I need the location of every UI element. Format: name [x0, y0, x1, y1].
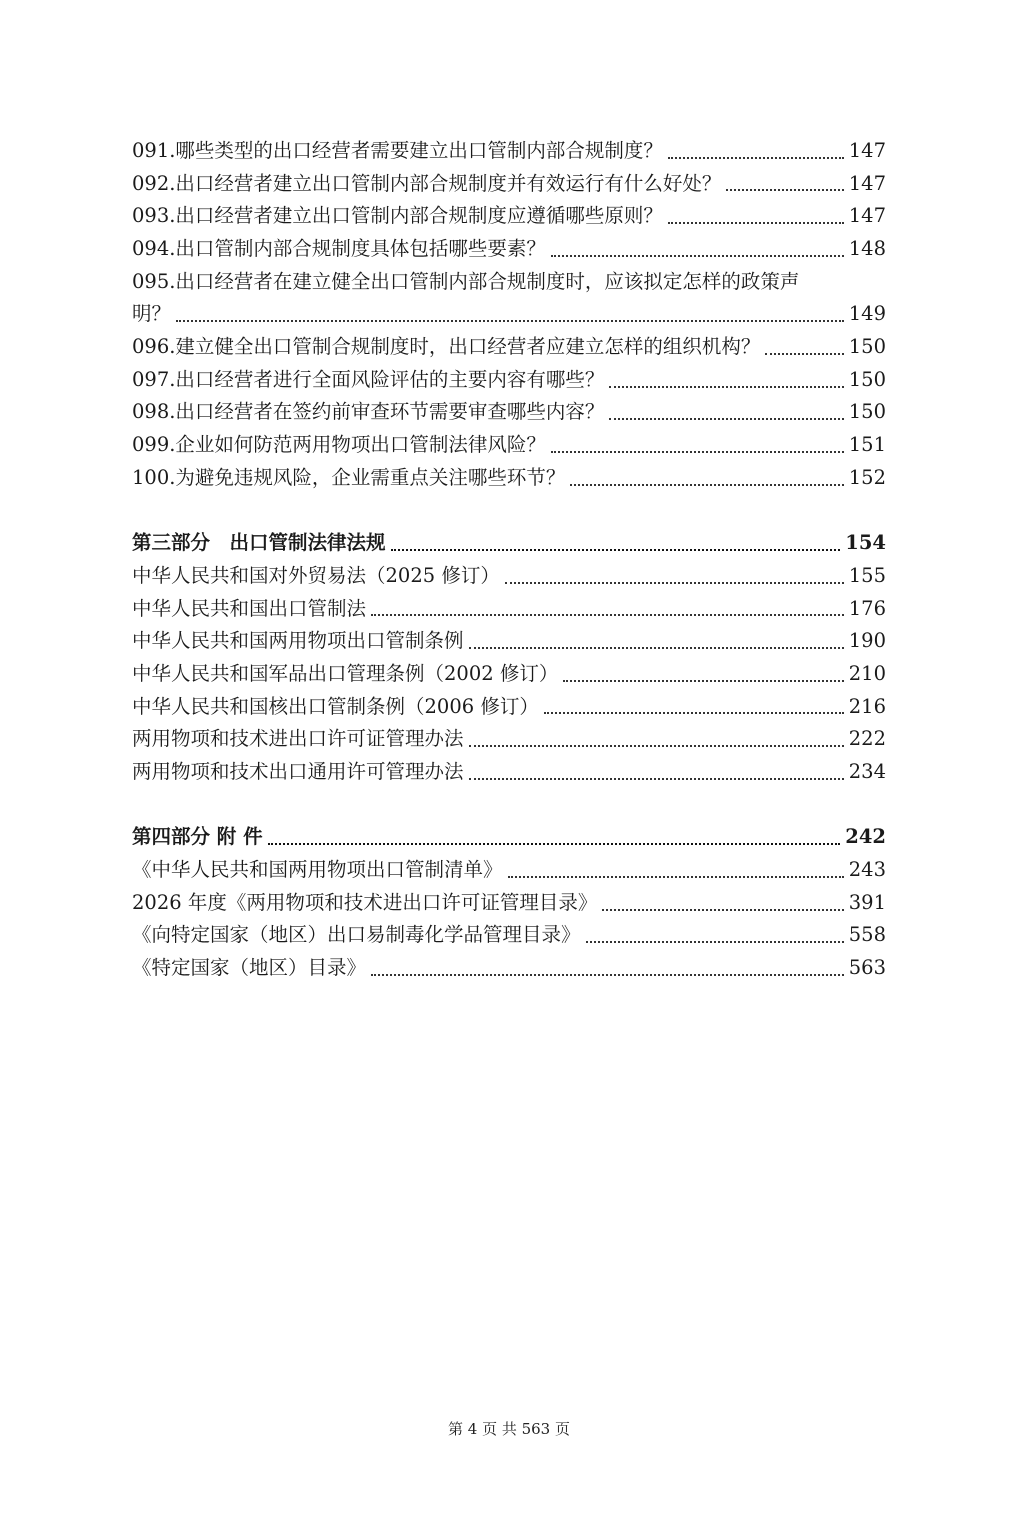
dot-leader: [668, 135, 844, 168]
dot-leader: [505, 560, 844, 593]
toc-entry[interactable]: [132, 560, 886, 593]
dot-leader: [469, 625, 844, 658]
toc-entry[interactable]: [132, 429, 886, 462]
toc-entry-page: 558: [848, 923, 886, 947]
toc-entry-page: 190: [848, 629, 886, 653]
toc-entry[interactable]: [132, 887, 886, 920]
toc-entry-page: 216: [848, 694, 886, 718]
dot-leader: [508, 854, 844, 887]
toc-entry-page: 149: [848, 302, 886, 326]
toc-entry-page: 155: [848, 563, 886, 587]
toc-entry[interactable]: [132, 952, 886, 985]
table-of-contents: [132, 135, 886, 985]
toc-entry[interactable]: [132, 658, 886, 691]
toc-entry-title: 中华人民共和国两用物项出口管制条例: [132, 629, 464, 653]
toc-entry-title: 两用物项和技术出口通用许可管理办法: [132, 760, 464, 784]
toc-entry[interactable]: [132, 723, 886, 756]
toc-entry-title: 098.出口经营者在签约前审查环节需要审查哪些内容？: [132, 400, 605, 424]
toc-entry[interactable]: [132, 298, 886, 331]
dot-leader: [765, 331, 843, 364]
toc-entry[interactable]: [132, 364, 886, 397]
dot-leader: [668, 200, 844, 233]
dot-leader: [726, 168, 843, 201]
section-spacer: [132, 495, 886, 528]
toc-entry-title: 《向特定国家（地区）出口易制毒化学品管理目录》: [132, 923, 581, 947]
toc-entry[interactable]: [132, 331, 886, 364]
dot-leader: [586, 920, 844, 953]
toc-entry-title: 096.建立健全出口管制合规制度时，出口经营者应建立怎样的组织机构？: [132, 335, 761, 359]
toc-entry[interactable]: [132, 920, 886, 953]
toc-entry-title-continued: 明？: [132, 302, 172, 326]
toc-entry-title: 100.为避免违规风险，企业需重点关注哪些环节？: [132, 465, 566, 489]
toc-section-heading-part4[interactable]: [132, 821, 886, 854]
toc-section-heading-part3[interactable]: [132, 527, 886, 560]
toc-entry[interactable]: [132, 691, 886, 724]
toc-entry-page: 150: [848, 367, 886, 391]
section-spacer: [132, 789, 886, 822]
toc-entry[interactable]: [132, 756, 886, 789]
toc-entry-wrapped-line[interactable]: [132, 266, 886, 299]
dot-leader: [563, 658, 843, 691]
dot-leader: [391, 527, 841, 560]
dot-leader: [551, 429, 844, 462]
toc-entry-title: 099.企业如何防范两用物项出口管制法律风险？: [132, 433, 546, 457]
toc-entry-page: 210: [848, 661, 886, 685]
toc-entry-title: 094.出口管制内部合规制度具体包括哪些要素？: [132, 237, 546, 261]
toc-entry-page: 152: [848, 465, 886, 489]
dot-leader: [551, 233, 844, 266]
dot-leader: [371, 952, 844, 985]
dot-leader: [268, 821, 841, 854]
toc-entry-page: 176: [848, 596, 886, 620]
section-heading-page: 154: [845, 531, 886, 555]
toc-entry-page: 243: [848, 858, 886, 882]
toc-entry-title: 两用物项和技术进出口许可证管理办法: [132, 727, 464, 751]
toc-entry-page: 148: [848, 237, 886, 261]
toc-entry-page: 150: [848, 335, 886, 359]
toc-entry-title: 091.哪些类型的出口经营者需要建立出口管制内部合规制度？: [132, 138, 663, 162]
toc-entry-page: 391: [848, 890, 886, 914]
toc-entry[interactable]: [132, 397, 886, 430]
toc-entry-page: 147: [848, 171, 886, 195]
toc-entry[interactable]: [132, 462, 886, 495]
section-heading-title: 第三部分 出口管制法律法规: [132, 531, 386, 555]
dot-leader: [176, 298, 844, 331]
toc-entry-title: 2026 年度《两用物项和技术进出口许可证管理目录》: [132, 890, 598, 914]
toc-entry[interactable]: [132, 854, 886, 887]
dot-leader: [371, 593, 844, 626]
toc-entry[interactable]: [132, 233, 886, 266]
toc-entry-title: 095.出口经营者在建立健全出口管制内部合规制度时，应该拟定怎样的政策声: [132, 269, 800, 293]
section-heading-page: 242: [845, 825, 886, 849]
dot-leader: [609, 397, 843, 430]
toc-entry[interactable]: [132, 168, 886, 201]
dot-leader: [602, 887, 843, 920]
toc-entry[interactable]: [132, 625, 886, 658]
page-footer: 第 4 页 共 563 页: [447, 1420, 570, 1438]
toc-entry-page: 563: [848, 956, 886, 980]
toc-entry-page: 147: [848, 204, 886, 228]
toc-entry-title: 《中华人民共和国两用物项出口管制清单》: [132, 858, 503, 882]
section-heading-title: 第四部分 附 件: [132, 825, 263, 849]
dot-leader: [609, 364, 843, 397]
toc-entry-title: 中华人民共和国核出口管制条例（2006 修订）: [132, 694, 539, 718]
toc-entry-title: 中华人民共和国对外贸易法（2025 修订）: [132, 563, 500, 587]
toc-entry-title: 中华人民共和国出口管制法: [132, 596, 367, 620]
toc-entry-title: 中华人民共和国军品出口管理条例（2002 修订）: [132, 661, 559, 685]
toc-entry-page: 147: [848, 138, 886, 162]
toc-entry-page: 150: [848, 400, 886, 424]
toc-entry-title: 097.出口经营者进行全面风险评估的主要内容有哪些？: [132, 367, 605, 391]
toc-entry[interactable]: [132, 135, 886, 168]
toc-entry-page: 151: [848, 433, 886, 457]
toc-entry-title: 093.出口经营者建立出口管制内部合规制度应遵循哪些原则？: [132, 204, 663, 228]
toc-entry-title: 《特定国家（地区）目录》: [132, 956, 367, 980]
dot-leader: [469, 756, 844, 789]
toc-entry[interactable]: [132, 200, 886, 233]
dot-leader: [570, 462, 843, 495]
dot-leader: [544, 691, 844, 724]
toc-entry-page: 234: [848, 760, 886, 784]
toc-entry-page: 222: [848, 727, 886, 751]
dot-leader: [469, 723, 844, 756]
toc-entry[interactable]: [132, 593, 886, 626]
toc-entry-title: 092.出口经营者建立出口管制内部合规制度并有效运行有什么好处？: [132, 171, 722, 195]
